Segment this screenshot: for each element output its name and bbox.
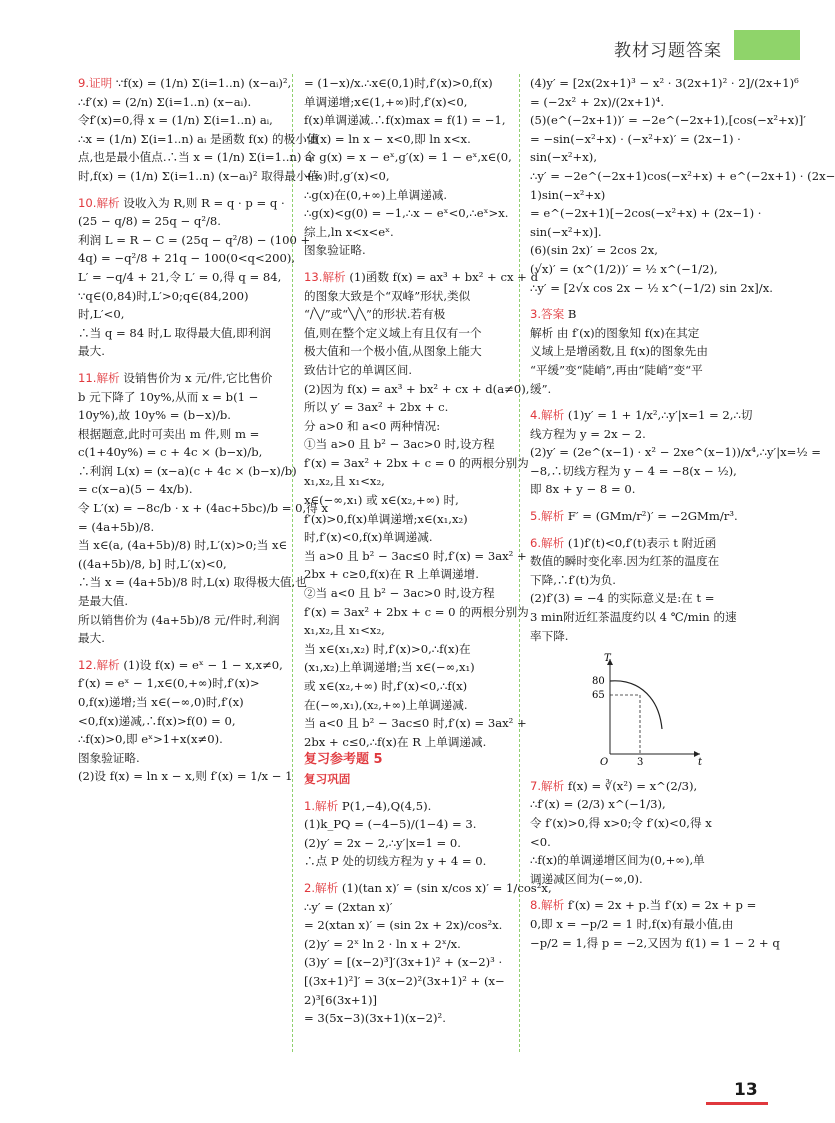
answer-text: = e^(−2x+1)[−2cos(−x²+x) + (2x−1) · [530, 206, 762, 221]
answer-text: f′(x)>0,f(x)单调递增;x∈(x₁,x₂) [304, 511, 468, 526]
answer-line [530, 814, 742, 833]
answer-line [78, 712, 282, 731]
answer-line [304, 287, 512, 306]
answer-line [304, 916, 512, 935]
problem-label: 7.解析 [530, 778, 565, 793]
problem-label: 11.解析 [78, 370, 120, 385]
problem-label: 2.解析 [304, 880, 339, 895]
answer-line [304, 696, 512, 715]
header-accent-tab [734, 30, 800, 60]
answer-text: 令f′(x)=0,得 x = (1/n) Σ(i=1..n) aᵢ, [78, 113, 273, 128]
answer-text: 数值的瞬时变化率.因为红茶的温度在 [530, 554, 720, 569]
answer-line [78, 730, 282, 749]
answer-line [304, 584, 512, 603]
answer-text: 综上,ln x<x<eˣ. [304, 224, 394, 239]
answer-text: ∴f′(x) = (2/3) x^(−1/3), [530, 797, 666, 812]
answer-text: 图象验证略. [78, 750, 140, 765]
answer-text: 的图象大致是个“双峰”形状,类似 [304, 288, 471, 303]
answer-line [304, 491, 512, 510]
answer-text: 利润 L = R − C = (25q − q²/8) − (100 + [78, 232, 311, 247]
answer-text: 4q) = −q²/8 + 21q − 100(0<q<200), [78, 251, 296, 266]
answer-text: ∴f(x) = ln x − x<0,即 ln x<x. [304, 131, 471, 146]
answer-text: ∵f(x) = (1/n) Σ(i=1..n) (x−aᵢ)², [112, 76, 292, 90]
answer-line [304, 972, 512, 991]
answer-text: ∴g(x)在(0,+∞)上单调递减. [304, 187, 448, 202]
answer-line [78, 388, 282, 407]
answer-line [530, 480, 742, 499]
answer-line [304, 815, 512, 834]
answer-text: 极大值和一个极小值,从图象上能大 [304, 344, 482, 359]
problem-label: 13.解析 [304, 269, 346, 284]
answer-text: 1)sin(−x²+x) [530, 187, 606, 202]
answer-line [78, 249, 296, 268]
answer-line [78, 406, 282, 425]
problem-gap [530, 398, 742, 406]
answer-text: 调递减区间为(−∞,0). [530, 871, 643, 886]
answer-text: “∕╲∕”或“╲∕╲”的形状.若有极 [304, 307, 446, 322]
answer-text: 时,f′(x)<0,f(x)单调递减. [304, 530, 433, 545]
problem-gap [304, 260, 512, 268]
answer-text: ∵q∈(0,84)时,L′>0;q∈(84,200) [78, 288, 249, 303]
answer-line [304, 528, 512, 547]
answer-line [530, 777, 742, 796]
answer-text: 时,f(x) = (1/n) Σ(i=1..n) (x−aᵢ)² 取得最小值. [78, 168, 323, 183]
answer-line [78, 443, 282, 462]
answer-line [78, 693, 282, 712]
answer-text: 10y%),故 10y% = (b−x)/b. [78, 408, 231, 423]
answer-text: 单调递增;x∈(1,+∞)时,f′(x)<0, [304, 94, 468, 109]
answer-line [304, 640, 512, 659]
answer-line [78, 268, 282, 287]
answer-line [304, 510, 512, 529]
answer-text: 义域上是增函数,且 f(x)的图象先由 [530, 344, 708, 359]
answer-text: (1)f′(t)<0,f′(t)表示 t 附近函 [564, 535, 717, 550]
answer-line [530, 130, 742, 149]
answer-line [78, 499, 328, 518]
answer-line [530, 534, 742, 553]
answer-line [78, 462, 297, 481]
answer-text: “平缓”变“陡峭”,再由“陡峭”变“平 [530, 362, 703, 377]
answer-line [78, 518, 282, 537]
answer-text: 率下降. [530, 628, 569, 643]
answer-text: [(3x+1)²]′ = 3(x−2)²(3x+1)² + (x− [304, 973, 505, 988]
answer-line [78, 324, 282, 343]
answer-line [304, 74, 512, 93]
answer-line [78, 592, 282, 611]
answer-line [304, 714, 527, 733]
answer-line [78, 555, 282, 574]
answer-text: ∴g(x)<g(0) = −1,∴x − eˣ<0,∴eˣ>x. [304, 206, 509, 221]
answer-line [530, 74, 799, 93]
answer-text: (5)(e^(−2x+1))′ = −2e^(−2x+1),[cos(−x²+x)]′ [530, 113, 806, 128]
problem-gap [78, 186, 282, 194]
temperature-graph [590, 649, 710, 767]
answer-line [530, 406, 753, 425]
answer-line [78, 767, 293, 786]
answer-text: (x₁,x₂)上单调递增;当 x∈(−∞,x₁) [304, 660, 475, 675]
answer-text: (2)y′ = (2e^(x−1) · x² − 2xe^(x−1))/x⁴,∴y′|x=½ = [530, 445, 821, 460]
answer-text: ①当 a>0 且 b² − 3ac>0 时,设方程 [304, 437, 495, 452]
answer-line [530, 571, 742, 590]
answer-line [78, 629, 282, 648]
answer-text: ∴y′ = (2xtan x)′ [304, 899, 393, 914]
answer-line [78, 305, 282, 324]
answer-line [78, 573, 307, 592]
answer-text: 或 x∈(x₂,+∞) 时,f′(x)<0,∴f(x) [304, 679, 468, 693]
answer-text: sin(−x²+x)]. [530, 224, 602, 239]
answer-line [530, 111, 806, 130]
answer-line [304, 621, 512, 640]
answer-line [304, 1009, 512, 1028]
problem-label: 4.解析 [530, 408, 565, 423]
answer-line [78, 231, 311, 250]
answer-text: x∈(−∞,x₁) 或 x∈(x₂,+∞) 时, [304, 493, 459, 508]
answer-text: = (1−x)/x.∴x∈(0,1)时,f′(x)>0,f(x) [304, 76, 493, 90]
answer-line [530, 915, 742, 934]
answer-line [304, 879, 552, 898]
answer-line [530, 443, 821, 462]
answer-line [304, 268, 538, 287]
answer-line [530, 279, 773, 298]
answer-line [304, 380, 530, 399]
answer-line [530, 851, 742, 870]
answer-text: L′ = −q/4 + 21,令 L′ = 0,得 q = 84, [78, 269, 282, 284]
answer-line [304, 797, 512, 816]
graph-y-tick-label: 80 [592, 676, 605, 688]
answer-text: +∞)时,g′(x)<0, [304, 168, 390, 183]
answer-line [530, 260, 742, 279]
answer-text: ∴y′ = [2√x cos 2x − ½ x^(−1/2) sin 2x]/x. [530, 280, 773, 295]
answer-text: (1)函数 f(x) = ax³ + bx² + cx + d [345, 269, 538, 284]
answer-line [530, 241, 742, 260]
answer-line [530, 380, 742, 399]
answer-text: 2bx + c≥0,f(x)在 R 上单调递增. [304, 567, 479, 582]
answer-text: 0,即 x = −p/2 = 1 时,f(x)有最小值,由 [530, 916, 734, 931]
answer-text: (4)y′ = [2x(2x+1)³ − x² · 3(2x+1)² · 2]/(2x+1)⁶ [530, 76, 799, 90]
answer-text: (25 − q/8) = 25q − q²/8. [78, 214, 221, 229]
answer-text: (2)设 f(x) = ln x − x,则 f′(x) = 1/x − 1 [78, 769, 293, 784]
page-number: 13 [734, 1080, 758, 1100]
answer-text: 0,f(x)递增;当 x∈(−∞,0)时,f′(x) [78, 695, 244, 709]
answer-line [530, 589, 742, 608]
problem-label: 5.解析 [530, 509, 565, 524]
answer-line [78, 93, 282, 112]
answer-line [78, 656, 282, 675]
answer-text: (1)设 f(x) = eˣ − 1 − x,x≠0, [119, 657, 283, 672]
answer-text: (1)y′ = 1 + 1/x²,∴y′|x=1 = 2,∴切 [564, 408, 753, 423]
answer-text: ∴当 x = (4a+5b)/8 时,L(x) 取得极大值,也 [78, 575, 307, 590]
answer-line [304, 361, 512, 380]
answer-text: x₁,x₂,且 x₁<x₂, [304, 474, 385, 489]
answer-line [78, 148, 315, 167]
answer-text: = (−2x² + 2x)/(2x+1)⁴. [530, 94, 665, 109]
answer-line [304, 223, 512, 242]
answer-line [304, 324, 512, 343]
answer-text: ∴点 P 处的切线方程为 y + 4 = 0. [304, 854, 487, 869]
answer-line [304, 935, 512, 954]
answer-text: (2)y′ = 2x − 2,∴y′|x=1 = 0. [304, 835, 461, 850]
answer-line [304, 677, 512, 696]
answer-text: <0,f(x)递减,∴f(x)>f(0) = 0, [78, 713, 236, 728]
problem-gap [530, 297, 742, 305]
answer-line [78, 111, 282, 130]
header-title: 教材习题答案 [614, 41, 722, 61]
answer-line [530, 870, 742, 889]
answer-line [530, 462, 742, 481]
answer-text: 当 x∈(a, (4a+5b)/8) 时,L′(x)>0;当 x∈ [78, 538, 288, 553]
answer-line [78, 749, 282, 768]
answer-text: 3 min附近红茶温度约以 4 ℃/min 的速 [530, 610, 737, 625]
answer-line [530, 896, 757, 915]
answer-text: (2)因为 f(x) = ax³ + bx² + cx + d(a≠0), [304, 381, 530, 396]
answer-text: f′(x) = 3ax² + 2bx + c = 0 的两根分别为 [304, 455, 529, 470]
answer-line [304, 454, 529, 473]
answer-line [304, 898, 512, 917]
answer-text: (3)y′ = [(x−2)³]′(3x+1)² + (x−2)³ · [304, 955, 503, 970]
answer-text: (6)(sin 2x)′ = 2cos 2x, [530, 243, 658, 258]
answer-text: 所以销售价为 (4a+5b)/8 元/件时,利润 [78, 612, 280, 627]
answer-text: ∴f(x)>0,即 eˣ>1+x(x≠0). [78, 732, 223, 747]
answer-text: (2)y′ = 2ˣ ln 2 · ln x + 2ˣ/x. [304, 936, 461, 951]
answer-text: sin(−x²+x), [530, 150, 598, 165]
answer-line [78, 611, 282, 630]
graph-origin-label: O [600, 757, 609, 769]
problem-gap [530, 526, 742, 534]
answer-text: = −sin(−x²+x) · (−x²+x)′ = (2x−1) · [530, 131, 741, 146]
answer-line [78, 130, 319, 149]
answer-line [304, 111, 512, 130]
answer-line [304, 547, 527, 566]
graph-x-axis-label: t [698, 757, 703, 769]
answer-text: f(x)单调递减.∴f(x)max = f(1) = −1, [304, 113, 506, 128]
answer-text: F′ = (GMm/r²)′ = −2GMm/r³. [564, 509, 738, 524]
answer-text: 缓”. [530, 381, 552, 396]
answer-line [530, 167, 835, 186]
answer-text: 最大. [78, 344, 105, 359]
answer-line [530, 507, 742, 526]
answer-text: 令 L′(x) = −8c/b · x + (4ac+5bc)/b = 0,得 x [78, 501, 328, 516]
answer-text: = (4a+5b)/8. [78, 519, 155, 534]
answer-text: (1)k_PQ = (−4−5)/(1−4) = 3. [304, 817, 477, 832]
graph-y-tick-label: 65 [592, 690, 605, 702]
answer-text: 当 a<0 且 b² − 3ac≤0 时,f′(x) = 3ax² + [304, 716, 527, 731]
answer-column-3-top [530, 74, 835, 645]
problem-label: 12.解析 [78, 657, 120, 672]
answer-text: ((4a+5b)/8, b] 时,L′(x)<0, [78, 556, 227, 571]
answer-line [304, 603, 529, 622]
answer-text: 值,则在整个定义域上有且仅有一个 [304, 325, 482, 340]
answer-line [78, 536, 288, 555]
problem-label: 1.解析 [304, 798, 339, 813]
answer-line [530, 186, 742, 205]
answer-line [530, 425, 742, 444]
answer-text: 根据题意,此时可卖出 m 件,则 m = [78, 426, 260, 441]
answer-line [530, 223, 742, 242]
answer-line [530, 627, 742, 646]
section-subtitle: 复习巩固 [304, 771, 351, 786]
answer-line [304, 953, 512, 972]
problem-gap [78, 361, 282, 369]
answer-text: B [564, 307, 577, 322]
answer-line [530, 795, 742, 814]
answer-line [78, 167, 323, 186]
problem-label: 6.解析 [530, 535, 565, 550]
answer-line [78, 194, 285, 213]
answer-text: 当 x∈(x₁,x₂) 时,f′(x)>0,∴f(x)在 [304, 641, 471, 656]
answer-line [304, 305, 512, 324]
answer-text: = c(x−a)(5 − 4x/b). [78, 482, 193, 497]
answer-text: 令 g(x) = x − eˣ,g′(x) = 1 − eˣ,x∈(0, [304, 150, 512, 165]
answer-text: ∴f′(x) = (2/n) Σ(i=1..n) (x−aᵢ). [78, 94, 252, 109]
column-divider-2 [519, 74, 520, 1052]
answer-text: 2bx + c≤0,∴f(x)在 R 上单调递减. [304, 734, 487, 749]
answer-text: 令 f′(x)>0,得 x>0;令 f′(x)<0,得 x [530, 816, 712, 830]
answer-line [304, 435, 512, 454]
problem-gap [304, 789, 512, 797]
answer-line [304, 148, 512, 167]
answer-text: c(1+40y%) = c + 4c × (b−x)/b, [78, 445, 263, 460]
answer-text: x₁,x₂,且 x₁<x₂, [304, 623, 385, 638]
answer-text: 下降,∴f′(t)为负. [530, 572, 616, 587]
answer-line [530, 93, 742, 112]
answer-line [530, 305, 742, 324]
answer-line [78, 369, 282, 388]
graph-temperature-curve [610, 681, 662, 729]
answer-line [304, 186, 512, 205]
answer-line [78, 212, 282, 231]
answer-line [304, 733, 512, 752]
answer-line [304, 834, 512, 853]
section-title: 复习参考题 5 [304, 752, 383, 768]
answer-text: f′(x) = eˣ − 1,x∈(0,+∞)时,f′(x)> [78, 676, 260, 691]
problem-label: 3.答案 [530, 307, 565, 322]
problem-gap [304, 871, 512, 879]
answer-text: ∴f(x)的单调递增区间为(0,+∞),单 [530, 853, 705, 868]
answer-text: (1)(tan x)′ = (sin x/cos x)′ = 1/cos²x, [338, 880, 552, 895]
answer-text: 致估计它的单调区间. [304, 362, 413, 377]
answer-text: = 3(5x−3)(3x+1)(x−2)². [304, 1011, 446, 1026]
answer-line [530, 608, 742, 627]
answer-text: ∴y′ = −2e^(−2x+1)cos(−x²+x) + e^(−2x+1) · (2x− [530, 168, 835, 183]
answer-line [304, 241, 512, 260]
answer-line [78, 342, 282, 361]
answer-line [530, 833, 742, 852]
answer-text: 即 8x + y − 8 = 0. [530, 482, 636, 497]
answer-column-3-bottom [530, 777, 780, 952]
answer-text: 设收入为 R,则 R = q · p = q · [119, 195, 285, 210]
answer-line [530, 552, 742, 571]
answer-text: −p/2 = 1,得 p = −2,又因为 f(1) = 1 − 2 + q [530, 935, 780, 950]
page-number-underline [706, 1102, 768, 1105]
answer-text: P(1,−4),Q(4,5). [338, 798, 432, 813]
answer-line [304, 991, 512, 1010]
answer-line [530, 342, 742, 361]
graph-x-tick-label: 3 [637, 757, 644, 769]
answer-text: f′(x) = 3ax² + 2bx + c = 0 的两根分别为 [304, 604, 529, 619]
answer-text: 时,L′<0, [78, 307, 125, 322]
answer-text: 在(−∞,x₁),(x₂,+∞)上单调递减. [304, 697, 468, 712]
answer-text: 点,也是最小值点.∴当 x = (1/n) Σ(i=1..n) aᵢ [78, 150, 315, 165]
answer-line [78, 425, 282, 444]
answer-line [304, 167, 512, 186]
graph-y-axis-label: T [604, 653, 611, 665]
answer-text: (√x)′ = (x^(1/2))′ = ½ x^(−1/2), [530, 261, 718, 276]
answer-text: 所以 y′ = 3ax² + 2bx + c. [304, 400, 449, 415]
answer-text: = 2(xtan x)′ = (sin 2x + 2x)/cos²x. [304, 918, 503, 933]
answer-line [304, 398, 512, 417]
answer-text: f′(x) = 2x + p.当 f′(x) = 2x + p = [564, 898, 757, 913]
answer-line [304, 342, 512, 361]
answer-line [530, 361, 742, 380]
answer-text: 是最大值. [78, 594, 129, 609]
answer-text: −8,∴切线方程为 y − 4 = −8(x − ½), [530, 463, 737, 478]
problem-label: 8.解析 [530, 898, 565, 913]
answer-line [304, 204, 512, 223]
answer-line [304, 565, 512, 584]
answer-text: 解析 由 f′(x)的图象知 f(x)在其定 [530, 325, 700, 340]
answer-line [78, 74, 292, 93]
answer-line [304, 472, 512, 491]
answer-text: ∴利润 L(x) = (x−a)(c + 4c × (b−x)/b) [78, 463, 297, 478]
problem-gap [78, 648, 282, 656]
answer-text: 图象验证略. [304, 243, 366, 258]
answer-line [304, 852, 512, 871]
column-divider-1 [292, 74, 293, 1052]
problem-label: 10.解析 [78, 195, 120, 210]
answer-text: ∴当 q = 84 时,L 取得最大值,即利润 [78, 325, 271, 340]
answer-text: 设销售价为 x 元/件,它比售价 [119, 370, 273, 385]
answer-text: 当 a>0 且 b² − 3ac≤0 时,f′(x) = 3ax² + [304, 548, 527, 563]
answer-line [78, 480, 282, 499]
problem-gap [530, 888, 742, 896]
problem-gap [530, 499, 742, 507]
answer-text: 线方程为 y = 2x − 2. [530, 426, 646, 441]
answer-line [304, 93, 512, 112]
answer-line [304, 417, 512, 436]
answer-text: f(x) = ∛(x²) = x^(2/3), [564, 778, 698, 793]
answer-line [530, 204, 762, 223]
answer-column-3 [530, 74, 835, 952]
answer-line [304, 658, 512, 677]
answer-text: 最大. [78, 631, 105, 646]
answer-line [78, 674, 282, 693]
answer-text: b 元下降了 10y%,从而 x = b(1 − [78, 389, 259, 404]
problem-label: 9.证明 [78, 76, 113, 90]
answer-text: ②当 a<0 且 b² − 3ac>0 时,设方程 [304, 586, 495, 601]
answer-text: 2)³[6(3x+1)] [304, 992, 378, 1007]
answer-line [530, 148, 742, 167]
answer-text: ∴x = (1/n) Σ(i=1..n) aᵢ 是函数 f(x) 的极小值 [78, 131, 319, 146]
answer-line [530, 934, 780, 953]
answer-line [78, 287, 282, 306]
answer-text: (2)f′(3) = −4 的实际意义是:在 t = [530, 591, 715, 606]
answer-line [530, 324, 742, 343]
answer-text: 分 a>0 和 a<0 两种情况: [304, 418, 441, 433]
answer-line [304, 130, 512, 149]
answer-text: <0. [530, 834, 551, 849]
